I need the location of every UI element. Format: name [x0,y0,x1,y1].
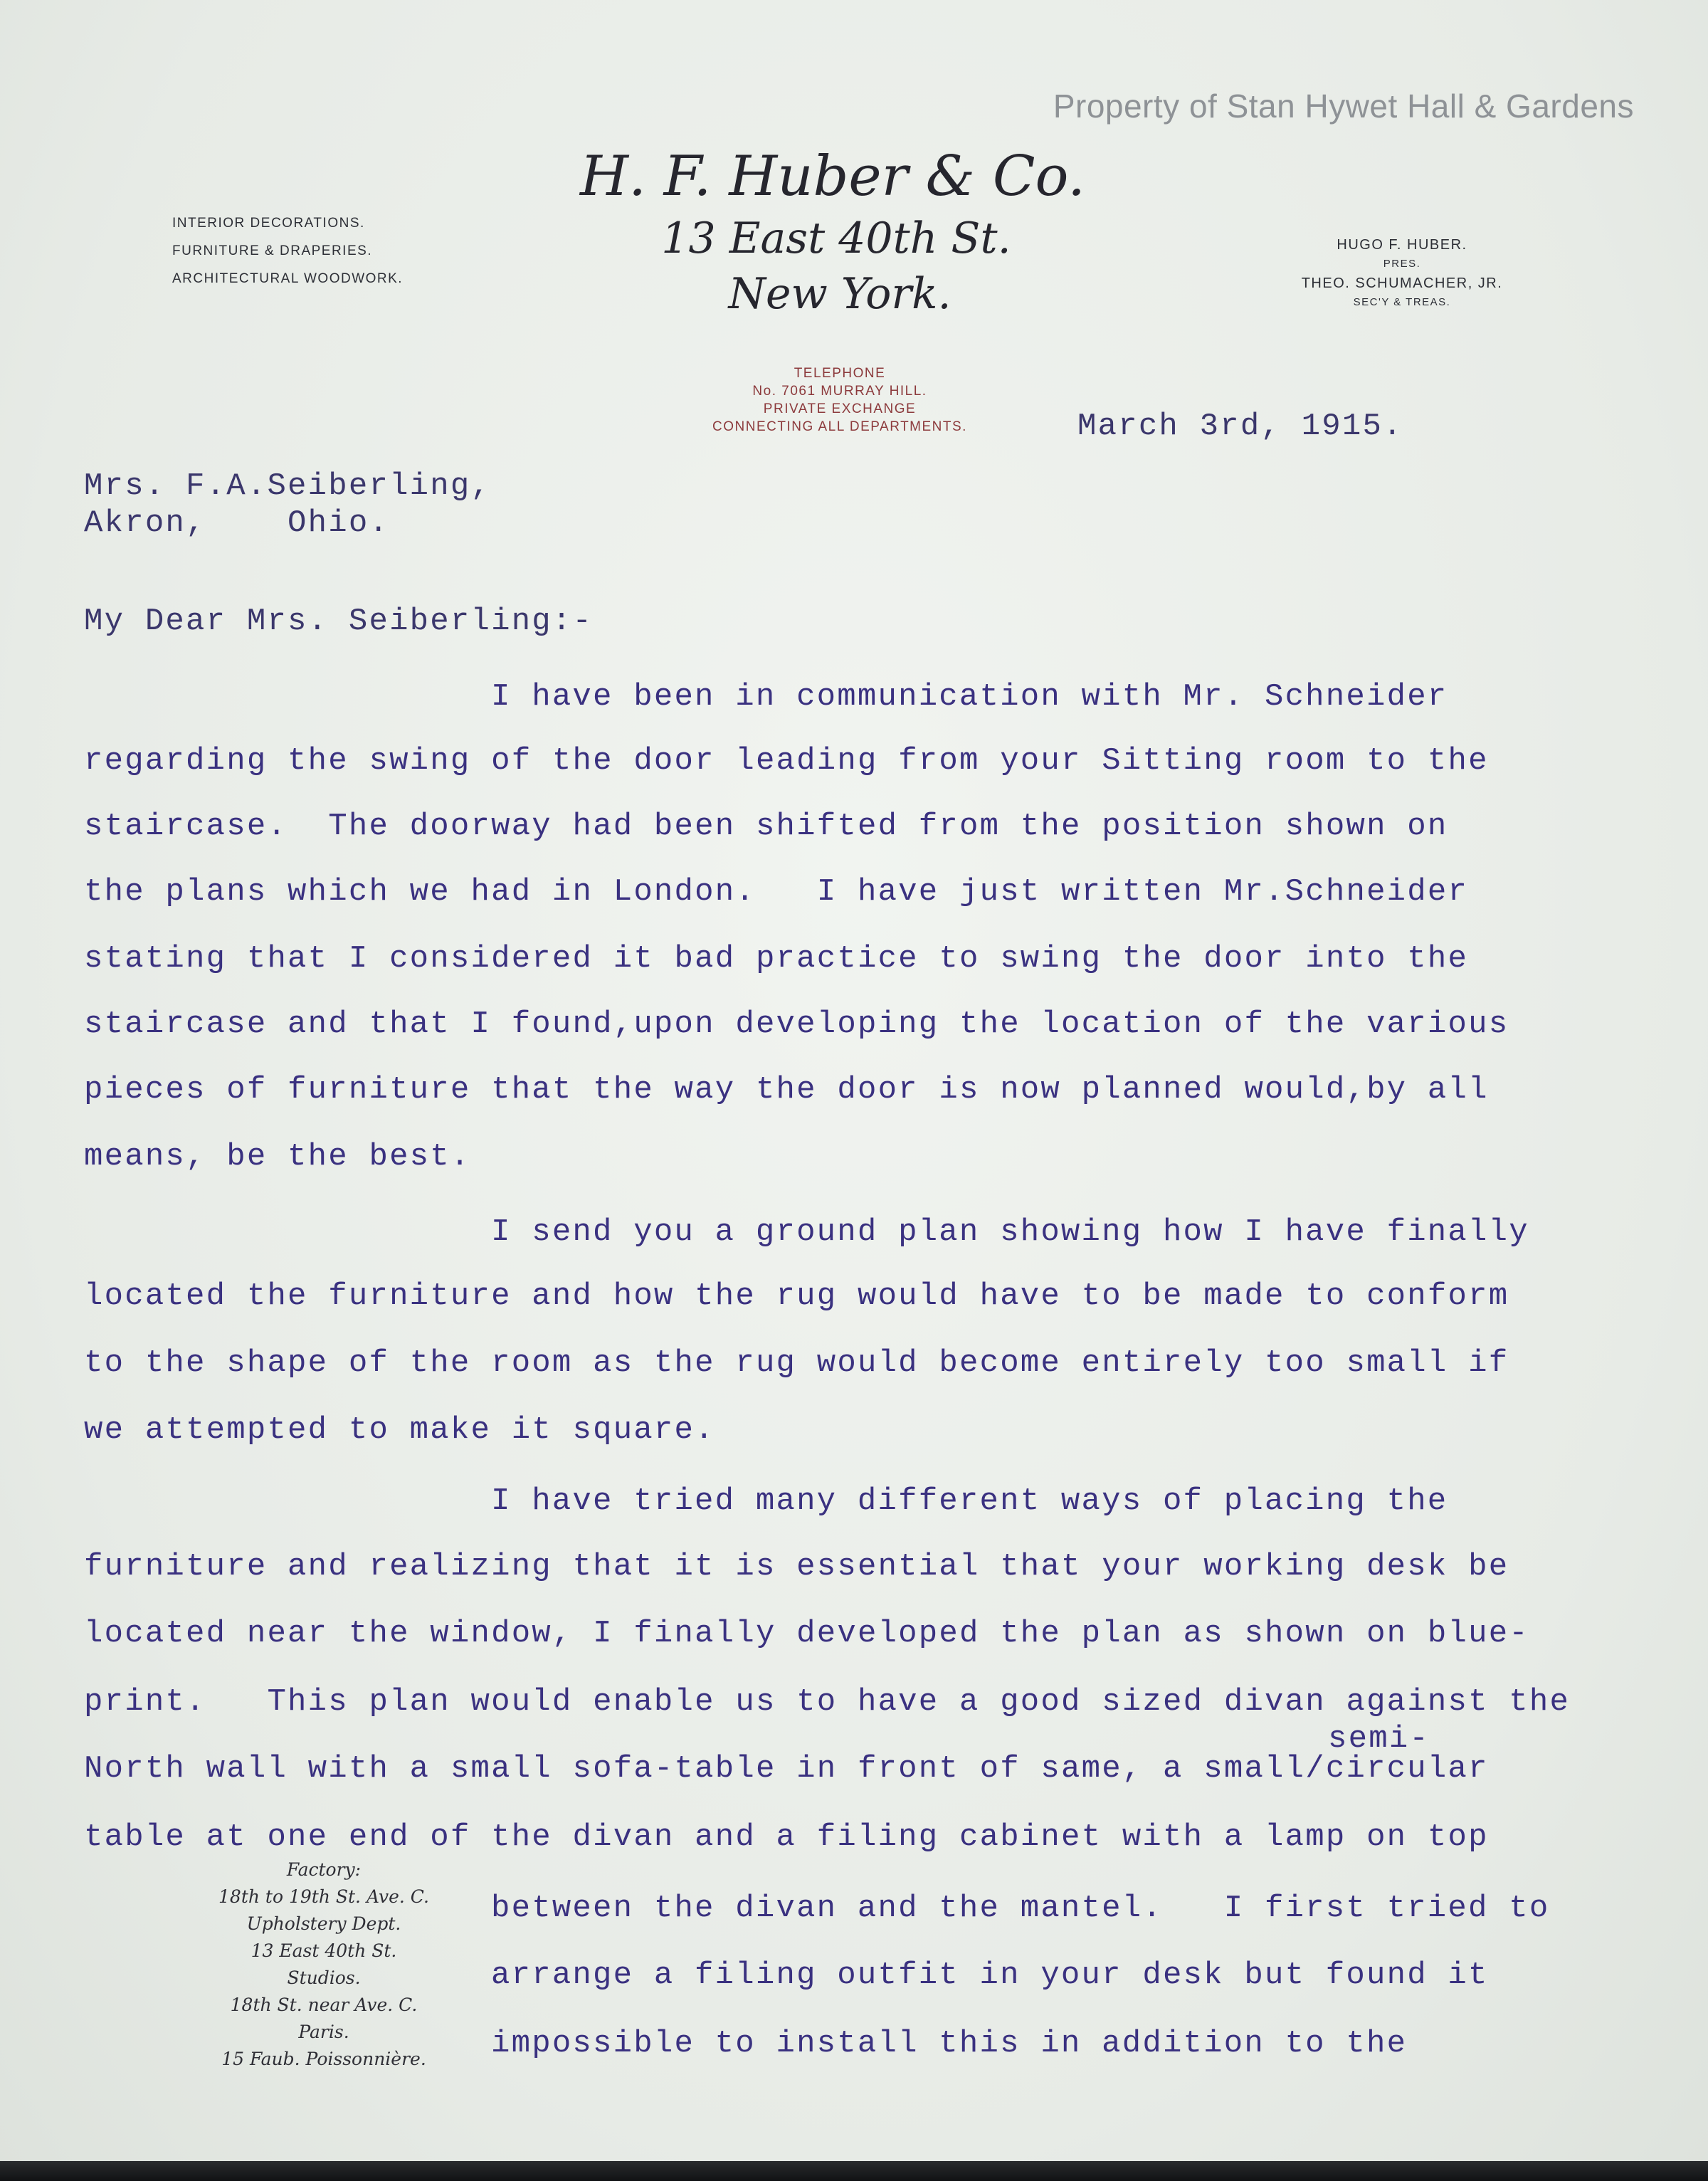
body-line: North wall with a small sofa-table in front of same, a small/circular [84,1751,1489,1787]
location-line: 18th St. near Ave. C. [230,1995,418,2015]
body-line: located the furniture and how the rug would have to be made to conform [84,1278,1509,1314]
body-line: the plans which we had in London. I have just written Mr.Schneider [84,874,1469,910]
body-line: between the divan and the mantel. I first tried to [491,1891,1550,1926]
location-line: Paris. [298,2022,349,2042]
letterhead-brand [580,142,1089,322]
body-line: print. This plan would enable us to have a good sized divan against the [84,1684,1571,1720]
location-line: 13 East 40th St. [251,1940,397,1961]
letterhead-locations [178,1856,470,2073]
body-line: table at one end of the divan and a filing cabinet with a lamp on top [84,1819,1489,1855]
company-name: H. F. Huber & Co. [580,144,1085,209]
location-line: Studios. [287,1967,361,1988]
secretary-title: SEC'Y & TREAS. [1353,296,1451,308]
letterhead-telephone [640,364,1039,436]
president-title: PRES. [1383,258,1421,270]
body-line: stating that I considered it bad practice to swing the door into the [84,941,1469,977]
service-line: ARCHITECTURAL WOODWORK. [172,271,404,286]
recipient-city: Akron, Ohio. [84,505,390,541]
body-line: we attempted to make it square. [84,1412,715,1448]
secretary-name: THEO. SCHUMACHER, JR. [1301,275,1503,291]
body-line: staircase and that I found,upon developing the location of the various [84,1007,1509,1042]
telephone-line: No. 7061 MURRAY HILL. [752,384,927,399]
service-line: INTERIOR DECORATIONS. [172,216,365,231]
watermark-text: Property of Stan Hywet Hall & Gardens [1053,88,1634,125]
letterhead-services [172,209,403,293]
body-line: furniture and realizing that it is essential that your working desk be [84,1549,1509,1584]
interlinear-insert: semi- [1328,1721,1430,1757]
location-line: Factory: [286,1859,362,1880]
body-line: I have tried many different ways of placing the [491,1483,1448,1519]
body-line: arrange a filing outfit in your desk but found it [491,1957,1489,1993]
salutation: My Dear Mrs. Seiberling:- [84,604,594,639]
telephone-line: TELEPHONE [794,366,886,381]
recipient-name: Mrs. F.A.Seiberling, [84,468,492,504]
telephone-line: CONNECTING ALL DEPARTMENTS. [712,419,967,434]
body-line: I send you a ground plan showing how I have finally [491,1214,1529,1250]
telephone-line: PRIVATE EXCHANGE [763,401,917,416]
letter-date: March 3rd, 1915. [1077,409,1403,444]
scan-bottom-edge [0,2161,1708,2181]
body-line: regarding the swing of the door leading from your Sitting room to the [84,743,1489,779]
body-line: pieces of furniture that the way the door is now planned would,by all [84,1072,1489,1108]
body-line: impossible to install this in addition to the [491,2026,1408,2061]
body-line: to the shape of the room as the rug would become entirely too small if [84,1345,1509,1381]
body-line: means, be the best. [84,1139,471,1174]
location-line: 15 Faub. Poissonnière. [221,2049,426,2069]
body-line: I have been in communication with Mr. Schneider [491,679,1448,715]
service-line: FURNITURE & DRAPERIES. [172,243,373,258]
company-city: New York. [728,269,951,319]
president-name: HUGO F. HUBER. [1337,237,1467,253]
location-line: 18th to 19th St. Ave. C. [218,1886,429,1907]
letterhead-officers [1295,233,1509,310]
location-line: Upholstery Dept. [246,1913,401,1934]
company-address: 13 East 40th St. [661,214,1011,263]
body-line: staircase. The doorway had been shifted from the position shown on [84,809,1448,844]
body-line: located near the window, I finally developed the plan as shown on blue- [84,1616,1529,1651]
